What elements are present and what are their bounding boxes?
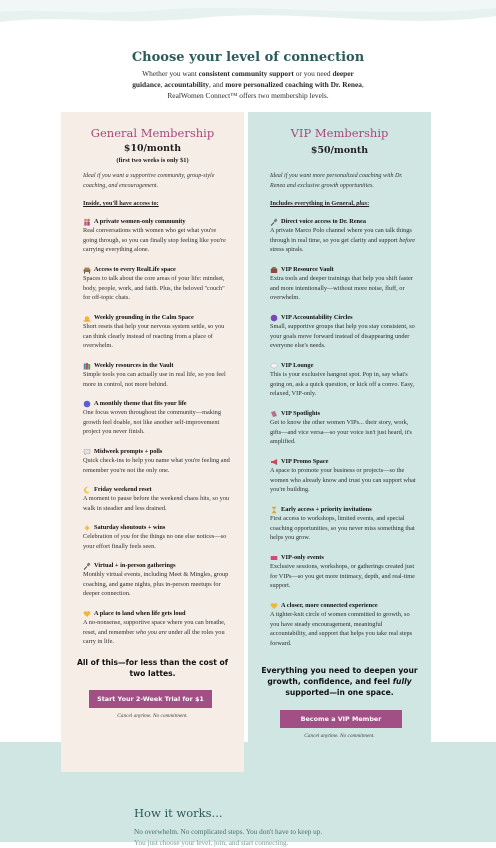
chat-icon xyxy=(83,448,91,456)
general-tagline: All of this—for less than the cost of two lattes. xyxy=(76,658,229,678)
heart-hands-icon xyxy=(270,602,278,610)
feature-item: Midweek prompts + polls Quick check-ins to help you name what you're feeling and remember you're not the only one. xyxy=(83,448,230,474)
general-inside-heading: Inside, you'll have access to: xyxy=(83,200,159,207)
vip-card-title: VIP Membership xyxy=(290,126,389,140)
sun-icon xyxy=(83,314,91,322)
feature-item: VIP Resource Vault Extra tools and deeper trainings that help you shift faster and more intentionally—without more noise, fluff, or overwhelm. xyxy=(270,266,413,302)
heart-hands-icon xyxy=(83,610,91,618)
vip-tagline: Everything you need to deepen your growth, confidence, and feel fully supported—in one space. xyxy=(261,666,418,697)
feature-item: Virtual + in-person gatherings Monthly virtual events, including Meet & Mingles, group coaching, and game nights, plus in-person meetups for deeper connection. xyxy=(83,562,229,598)
vip-inside-heading: Includes everything in General, plus: xyxy=(270,200,370,207)
feature-item: Access to every RealLife space Spaces to talk about the core areas of your life: mindset, body, people, work, and faith. Plus, the beloved "couch" for off-topic chats. xyxy=(83,266,225,302)
how-it-works-heading: How it works... xyxy=(134,806,223,820)
feature-item: Weekly resources in the Vault Simple tools you can actually use in real life, so you feel more in control, not more behind. xyxy=(83,362,226,388)
women-icon xyxy=(83,218,91,226)
vip-membership-card xyxy=(248,112,431,772)
feature-item: VIP Promo Space A space to promote your business or projects—so the women who already know and trust you can support what you're building. xyxy=(270,458,416,494)
general-trial-note: (first two weeks is only $1) xyxy=(116,157,189,164)
feature-item: A place to land when life gets loud A no-nonsense, supportive space where you can breathe, reset, and remember who you are under all the roles you carry in life. xyxy=(83,610,226,646)
feature-item: Saturday shoutouts + wins Celebration of you for the things no one else notices—so your effort finally feels seen. xyxy=(83,524,227,550)
feature-item: Weekly grounding in the Calm Space Short resets that help your nervous system settle, so you can think clearly instead of reacting from a place of overwhelm. xyxy=(83,314,225,350)
how-it-works-text-2: You just choose your level, join, and start connecting. xyxy=(134,839,289,847)
general-intro: Ideal if you want a supportive community, group-style coaching, and encouragement. xyxy=(83,173,215,189)
general-price: $10/month xyxy=(123,143,182,154)
sparkle-icon xyxy=(83,524,91,532)
bubble-icon xyxy=(270,362,278,370)
general-cancel-note: Cancel anytime. No commitment. xyxy=(117,713,188,719)
feature-item: VIP-only events Exclusive sessions, workshops, or gatherings created just for VIPs—so you get more intimacy, depth, and real-time support. xyxy=(270,554,415,590)
vip-intro: Ideal if you want more personalized coaching with Dr. Renea and exclusive growth opportunities. xyxy=(270,173,403,189)
how-it-works-text: No overwhelm. No complicated steps. You don't have to keep up. xyxy=(134,828,323,836)
page-subtitle: Whether you want consistent community support or you need deeper guidance, accountability, and more personalized coaching with Dr. Renea, RealWomen Connect™ offers two membership levels. xyxy=(132,69,364,100)
ticket-icon xyxy=(270,554,278,562)
feature-item: A closer, more connected experience A tighter-knit circle of women committed to growth, so you have steady encouragement, meaningful accountability, and support that helps you take real steps forward. xyxy=(270,602,413,647)
page-title: Choose your level of connection xyxy=(131,50,365,65)
vip-cancel-note: Cancel anytime. No commitment. xyxy=(304,733,375,739)
feature-item: VIP Accountability Circles Small, supportive groups that help you stay consistent, so your goals move forward instead of disappearing under everyone else's needs. xyxy=(270,314,415,350)
briefcase-icon xyxy=(270,266,278,274)
books-icon xyxy=(83,362,91,370)
feature-item: VIP Spotlights Get to know the other women VIPs... their story, work, gifts—and vice versa—so your voice isn't just heard, it's amplified. xyxy=(270,410,412,446)
purple-circle-icon xyxy=(270,314,278,322)
feature-item: A private women-only community Real conversations with women who get what you're going through, so you can finally stop feeling like you're carrying everything alone. xyxy=(83,218,226,254)
vip-price: $50/month xyxy=(310,145,369,156)
feature-item: A monthly theme that fits your life One focus woven throughout the community—making growth feel doable, not like another self-improvement project you never finish. xyxy=(83,400,221,436)
start-trial-button[interactable]: Start Your 2-Week Trial for $1 xyxy=(89,690,212,708)
moon-icon xyxy=(83,486,91,494)
feature-item: VIP Lounge This is your exclusive hangout spot. Pop in, say what's going on, ask a quick question, or kick off a convo. Easy, relaxed, VIP-only. xyxy=(270,362,415,398)
general-membership-card xyxy=(61,112,244,772)
hourglass-icon xyxy=(270,506,278,514)
general-card-title: General Membership xyxy=(90,126,215,140)
spotlight-icon xyxy=(270,410,278,418)
mic-icon xyxy=(270,218,278,226)
couch-icon xyxy=(83,266,91,274)
feature-item: Direct voice access to Dr. Renea A private Marco Polo channel where you can talk things through in real time, so you get clarity and support before stress spirals. xyxy=(270,218,416,254)
circle-icon xyxy=(83,400,91,408)
top-wave-decoration xyxy=(0,0,496,34)
mic-icon xyxy=(83,562,91,570)
become-vip-button[interactable]: Become a VIP Member xyxy=(280,710,402,728)
feature-item: Friday weekend reset A moment to pause before the weekend chaos hits, so you walk in steadier and less drained. xyxy=(83,486,230,512)
feature-item: Early access + priority invitations First access to workshops, limited events, and special coaching opportunities, so you never miss something that helps you grow. xyxy=(270,506,415,542)
megaphone-icon xyxy=(270,458,278,466)
